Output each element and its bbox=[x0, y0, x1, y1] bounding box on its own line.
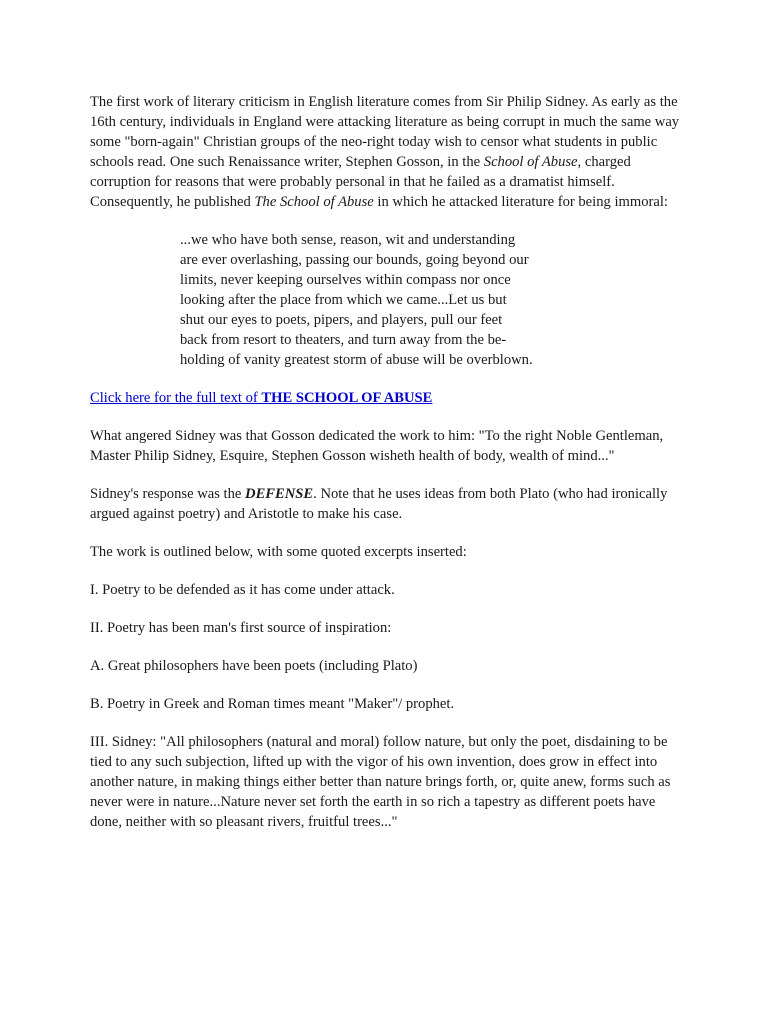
quote-line: limits, never keeping ourselves within compass nor once bbox=[180, 272, 511, 288]
quote-line: shut our eyes to poets, pipers, and players, pull our feet bbox=[180, 312, 503, 328]
outline-item: A. Great philosophers have been poets (including Plato) bbox=[90, 658, 418, 674]
intro-title-2: The School of Abuse bbox=[254, 194, 374, 210]
full-text-link[interactable] bbox=[90, 390, 432, 406]
response-text-1: Sidney's response was the bbox=[90, 486, 246, 502]
document-body bbox=[90, 92, 690, 850]
quote-line: looking after the place from which we came...Let us but bbox=[180, 292, 507, 308]
defense-title: DEFENSE bbox=[245, 486, 314, 502]
block-quote bbox=[180, 230, 640, 370]
intro-text-2: , charged corruption for reasons that were probably personal in that he failed as a dramatist himself. Consequently, he published bbox=[90, 154, 631, 210]
outline-item: II. Poetry has been man's first source of inspiration: bbox=[90, 620, 392, 636]
full-text-paragraph bbox=[90, 388, 690, 408]
quote-line: are ever overlashing, passing our bounds, going beyond our bbox=[180, 252, 529, 268]
quote-line: ...we who have both sense, reason, wit and understanding bbox=[180, 232, 516, 248]
intro-text-3: in which he attacked literature for being immoral: bbox=[373, 194, 668, 210]
outline-item: B. Poetry in Greek and Roman times meant "Maker"/ prophet. bbox=[90, 696, 455, 712]
outline-intro: The work is outlined below, with some quoted excerpts inserted: bbox=[90, 544, 467, 560]
intro-paragraph bbox=[90, 92, 690, 212]
outline-item: III. Sidney: "All philosophers (natural and moral) follow nature, but only the poet, disdaining to be tied to any such subjection, lifted up with the vigor of his own invention, does grow in effect into another nature, in making things either better than nature brings forth, or, quite anew, forms such as never were in nature...Nature never set forth the earth in so rich a tapestry as different poets have done, neither with so pleasant rivers, fruitful trees..." bbox=[90, 734, 671, 830]
dedication-paragraph: What angered Sidney was that Gosson dedicated the work to him: "To the right Noble Gentleman, Master Philip Sidney, Esquire, Stephen Gosson wisheth health of body, wealth of mind..." bbox=[90, 428, 664, 464]
outline-item: I. Poetry to be defended as it has come under attack. bbox=[90, 582, 395, 598]
response-text-2: . Note that he uses ideas from both Plato (who had ironically argued against poetry) and Aristotle to make his case. bbox=[90, 486, 668, 522]
intro-title-1: School of Abuse bbox=[483, 154, 578, 170]
quote-line: holding of vanity greatest storm of abuse will be overblown. bbox=[180, 352, 533, 368]
full-text-link-title: THE SCHOOL OF ABUSE bbox=[261, 390, 433, 406]
response-paragraph bbox=[90, 484, 690, 524]
quote-line: back from resort to theaters, and turn away from the be- bbox=[180, 332, 507, 348]
intro-text-1: The first work of literary criticism in English literature comes from Sir Philip Sidney. As early as the 16th century, individuals in England were attacking literature as being corrupt in much the same way some "born-again" Christian groups of the neo-right today wish to censor what students in public schools read. One such Renaissance writer, Stephen Gosson, in the bbox=[90, 94, 680, 170]
full-text-link-label: Click here for the full text of bbox=[90, 390, 262, 406]
